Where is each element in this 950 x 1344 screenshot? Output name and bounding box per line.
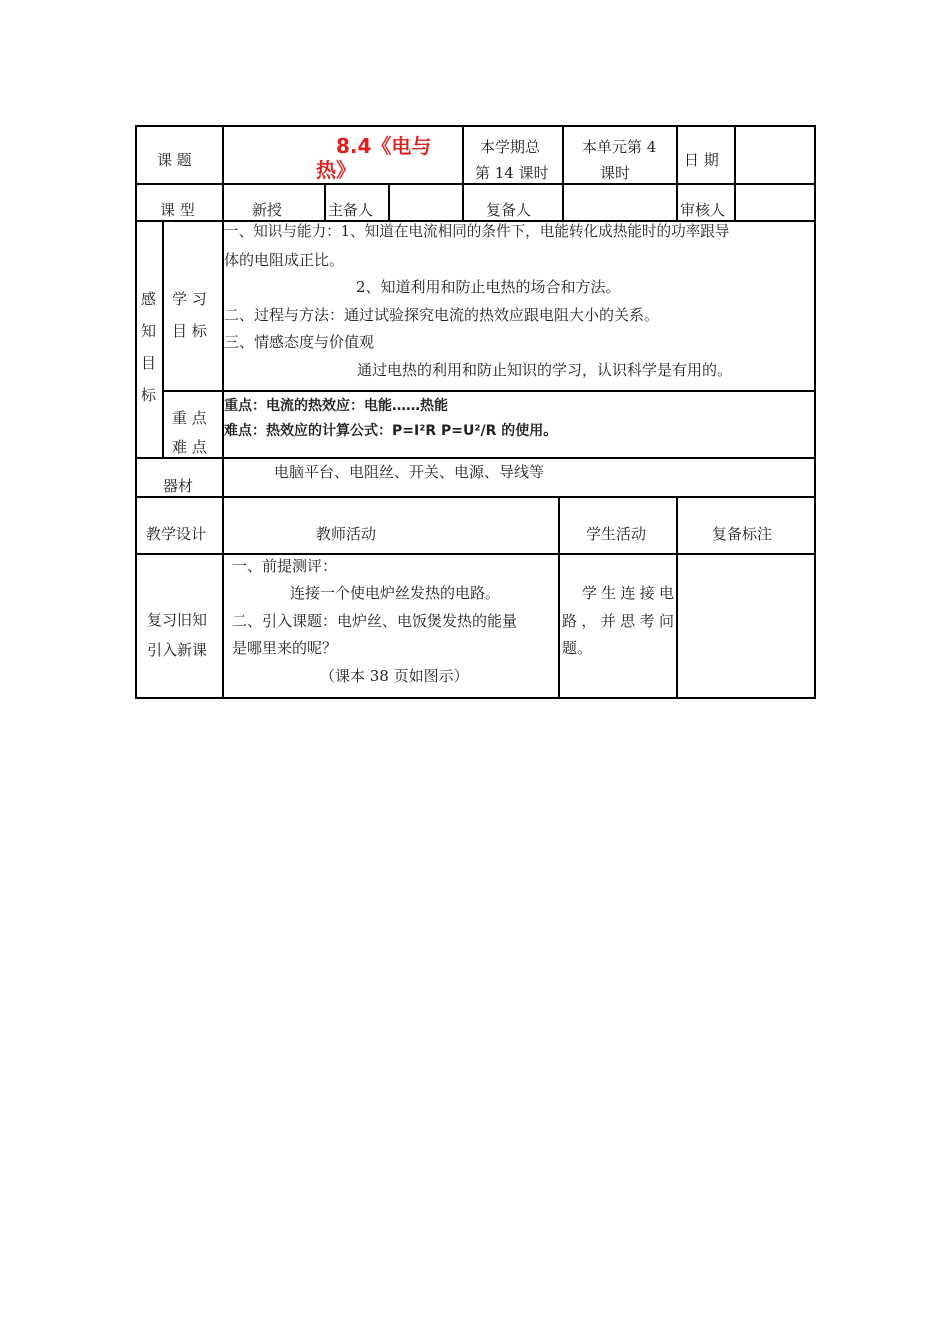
teacher-line-4: 是哪里来的呢？: [232, 639, 338, 657]
goal-line-1: 一、知识与能力：1、知道在电流相同的条件下，电能转化成热能时的功率跟导: [224, 223, 730, 240]
term-period-line2: 第 14 课时: [475, 164, 549, 182]
notes-header: 复备标注: [712, 525, 773, 543]
co-preparer-label: 复备人: [486, 201, 532, 219]
lesson-title-line1: 8.4《电与: [336, 134, 432, 158]
study-goal-label-2: 目 标: [172, 322, 207, 340]
preparer-label: 主备人: [328, 201, 374, 219]
difficult-point-text: 难点：热效应的计算公式：P=I²R P=U²/R 的使用。: [224, 423, 558, 439]
goal-line-5: 三、情感态度与价值观: [224, 333, 375, 351]
student-line-2: 路，并思考问: [562, 612, 674, 630]
unit-period-line1: 本单元第 4: [582, 138, 657, 156]
equipment-label: 器材: [163, 477, 194, 495]
section-char-4: 标: [141, 386, 157, 404]
review-label-2: 引入新课: [147, 641, 208, 659]
topic-label: 课 题: [157, 151, 192, 169]
section-char-1: 感: [141, 290, 157, 308]
goal-line-6: 通过电热的利用和防止知识的学习，认识科学是有用的。: [357, 361, 733, 379]
goal-line-3: 2、知道利用和防止电热的场合和方法。: [356, 278, 621, 296]
lesson-type-value: 新授: [252, 201, 283, 219]
lesson-title-line2: 热》: [316, 158, 356, 182]
key-point-label-2: 难 点: [172, 438, 207, 456]
teacher-line-1: 一、前提测评：: [232, 557, 338, 575]
goal-line-4: 二、过程与方法：通过试验探究电流的热效应跟电阻大小的关系。: [224, 306, 660, 324]
teacher-line-3: 二、引入课题：电炉丝、电饭煲发热的能量: [232, 612, 518, 630]
study-goal-label-1: 学 习: [172, 290, 207, 308]
design-label: 教学设计: [146, 525, 207, 543]
unit-period-line2: 课时: [600, 164, 631, 182]
teacher-line-2: 连接一个使电炉丝发热的电路。: [290, 584, 501, 602]
student-activity-header: 学生活动: [586, 525, 647, 543]
reviewer-label: 审核人: [680, 201, 726, 219]
section-char-2: 知: [141, 322, 157, 340]
lesson-type-label: 课 型: [160, 201, 195, 219]
term-period-line1: 本学期总: [480, 138, 541, 156]
teacher-line-5: （课本 38 页如图示）: [320, 667, 469, 685]
review-label-1: 复习旧知: [147, 611, 208, 629]
student-line-1: 学生连接电: [582, 584, 674, 602]
key-point-label-1: 重 点: [172, 409, 207, 427]
equipment-value: 电脑平台、电阻丝、开关、电源、导线等: [274, 463, 545, 481]
key-point-text: 重点：电流的热效应：电能……热能: [224, 398, 448, 414]
section-char-3: 目: [141, 354, 157, 372]
teacher-activity-header: 教师活动: [316, 525, 377, 543]
goal-line-2: 体的电阻成正比。: [224, 251, 345, 269]
student-line-3: 题。: [562, 639, 593, 657]
date-label: 日 期: [684, 151, 719, 169]
